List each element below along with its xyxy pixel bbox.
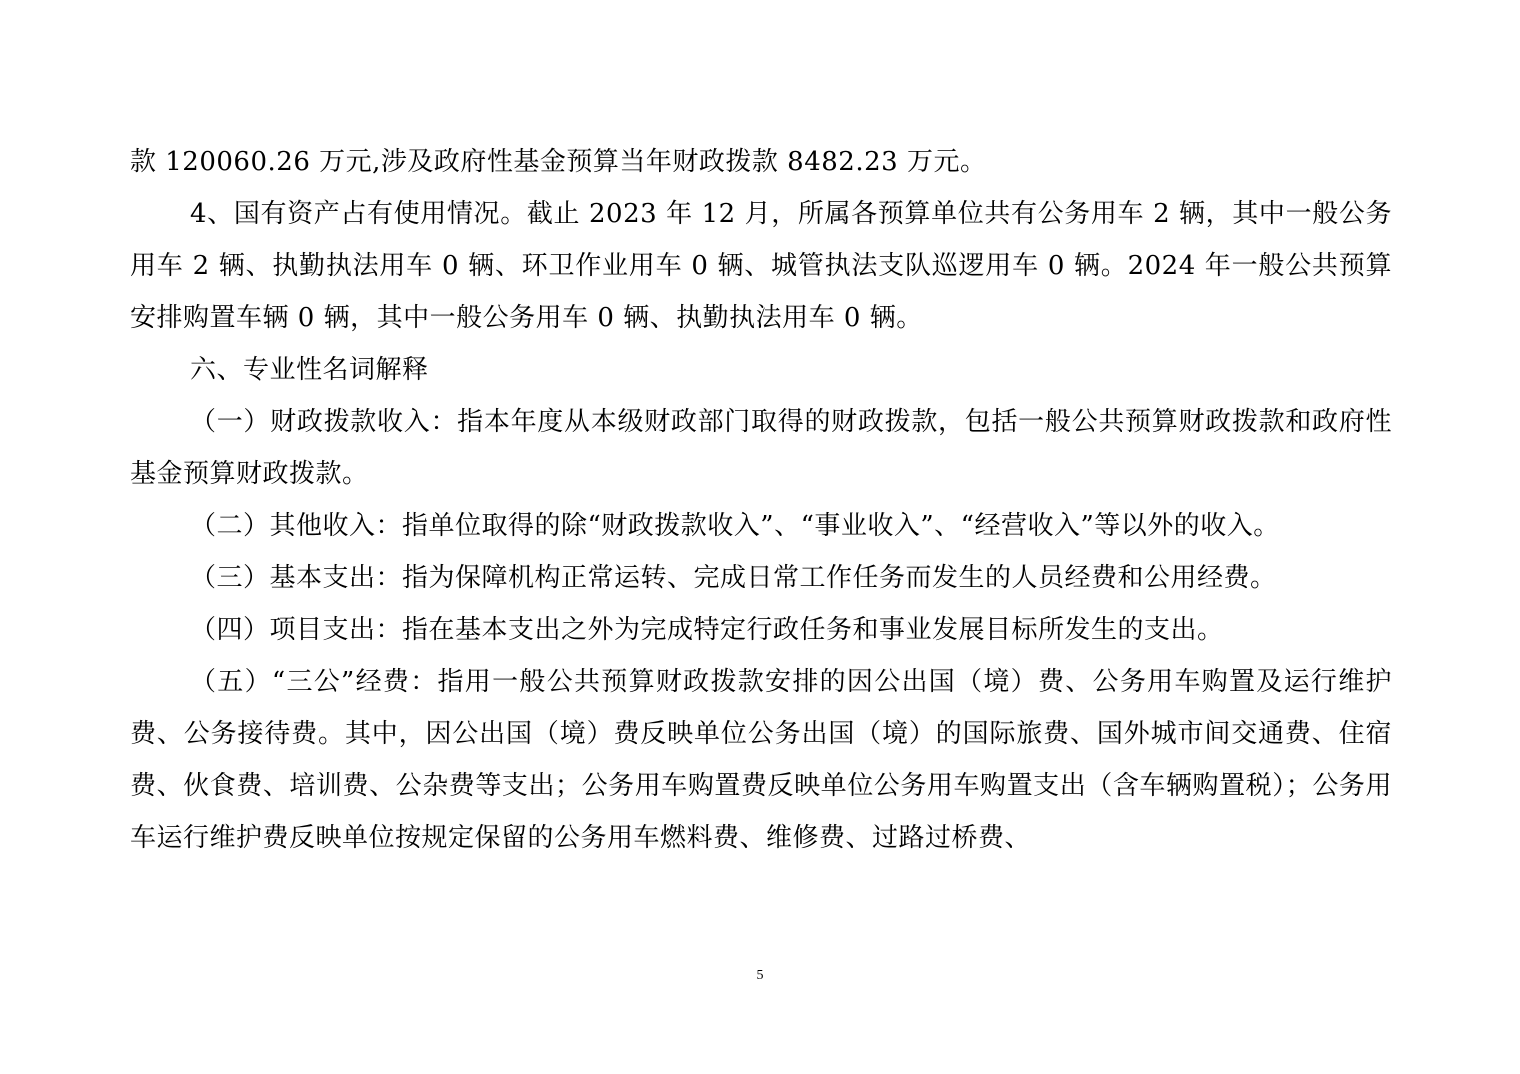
paragraph-term-2: （二）其他收入：指单位取得的除“财政拨款收入”、“事业收入”、“经营收入”等以外的收入。 (190, 511, 1280, 541)
paragraph-term-3: （三）基本支出：指为保障机构正常运转、完成日常工作任务而发生的人员经费和公用经费。 (190, 563, 1277, 593)
paragraph-term-1: （一）财政拨款收入：指本年度从本级财政部门取得的财政拨款，包括一般公共预算财政拨款和政府性基金预算财政拨款。 (130, 407, 1392, 489)
paragraph-term-4: （四）项目支出：指在基本支出之外为完成特定行政任务和事业发展目标所发生的支出。 (190, 615, 1224, 645)
section-heading: 六、专业性名词解释 (190, 355, 429, 385)
paragraph-state-assets: 4、国有资产占有使用情况。截止 2023 年 12 月，所属各预算单位共有公务用车 2 辆，其中一般公务用车 2 辆、执勤执法用车 0 辆、环卫作业用车 0 辆、城管执法支队巡逻用车 0 辆。2024 年一般公共预算安排购置车辆 0 辆，其中一般公务用车 0 辆、执勤执法用车 0 辆。 (130, 199, 1392, 333)
body-text (130, 136, 1392, 864)
paragraph-term-5: （五）“三公”经费：指用一般公共预算财政拨款安排的因公出国（境）费、公务用车购置及运行维护费、公务接待费。其中，因公出国（境）费反映单位公务出国（境）的国际旅费、国外城市间交通费、住宿费、伙食费、培训费、公杂费等支出；公务用车购置费反映单位公务用车购置支出（含车辆购置税）；公务用车运行维护费反映单位按规定保留的公务用车燃料费、维修费、过路过桥费、 (130, 667, 1392, 853)
paragraph-continuation: 款 120060.26 万元,涉及政府性基金预算当年财政拨款 8482.23 万元。 (130, 147, 987, 177)
page-number: 5 (756, 968, 764, 983)
